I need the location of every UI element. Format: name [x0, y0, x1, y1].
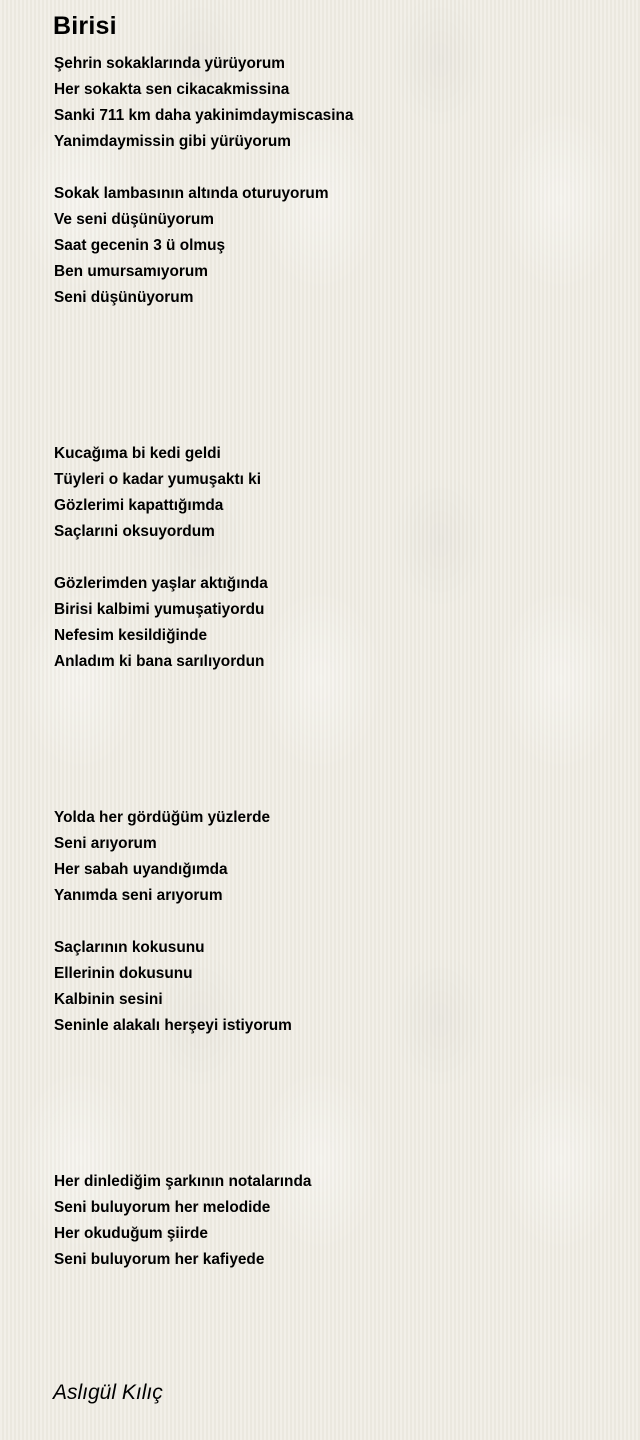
- poem-line: Kucağıma bi kedi geldi: [54, 445, 221, 462]
- section-spacer: [54, 311, 614, 441]
- poem-section: [54, 441, 614, 675]
- stanza-spacer: [54, 545, 614, 571]
- poem-line: Her okuduğum şiirde: [54, 1225, 208, 1242]
- poem-line: Seni arıyorum: [54, 835, 157, 852]
- poem-line: Her sokakta sen cikacakmissina: [54, 81, 290, 98]
- poem-line: Her sabah uyandığımda: [54, 861, 228, 878]
- poem-line: Birisi kalbimi yumuşatiyordu: [54, 601, 265, 618]
- poem-body: [54, 51, 614, 1273]
- poem-line: Saçlarıni oksuyordum: [54, 523, 215, 540]
- poem-line: Seninle alakalı herşeyi istiyorum: [54, 1017, 292, 1034]
- stanza-spacer: [54, 909, 614, 935]
- section-spacer: [54, 675, 614, 805]
- stanza: [54, 181, 614, 311]
- poem-line: Ellerinin dokusunu: [54, 965, 193, 982]
- poem-line: Ve seni düşünüyorum: [54, 211, 214, 228]
- poem-section: [54, 1169, 614, 1273]
- stanza-spacer: [54, 155, 614, 181]
- poem-title: Birisi: [53, 12, 117, 40]
- poem-line: Seni düşünüyorum: [54, 289, 194, 306]
- poem-line: Nefesim kesildiğinde: [54, 627, 208, 644]
- poem-line: Seni buluyorum her melodide: [54, 1199, 271, 1216]
- stanza: [54, 571, 614, 675]
- poem-line: Şehrin sokaklarında yürüyorum: [54, 55, 285, 72]
- poem-line: Tüyleri o kadar yumuşaktı ki: [54, 471, 261, 488]
- poem-line: Sanki 711 km daha yakinimdaymiscasina: [54, 107, 354, 124]
- poem-line: Saçlarının kokusunu: [54, 939, 205, 956]
- poem-line: Yolda her gördüğüm yüzlerde: [54, 809, 271, 826]
- poem-section: [54, 805, 614, 1039]
- poem-line: Gözlerimden yaşlar aktığında: [54, 575, 268, 592]
- poem-section: [54, 51, 614, 311]
- stanza: [54, 805, 614, 909]
- poem-line: Seni buluyorum her kafiyede: [54, 1251, 265, 1268]
- poem-line: Her dinlediğim şarkının notalarında: [54, 1173, 312, 1190]
- poem-line: Sokak lambasının altında oturuyorum: [54, 185, 329, 202]
- poem-line: Anladım ki bana sarılıyordun: [54, 653, 265, 670]
- stanza: [54, 935, 614, 1039]
- section-spacer: [54, 1039, 614, 1169]
- stanza: [54, 51, 614, 155]
- stanza: [54, 441, 614, 545]
- poem-line: Yanimdaymissin gibi yürüyorum: [54, 133, 291, 150]
- author-name: Aslıgül Kılıç: [53, 1381, 163, 1404]
- poem-line: Yanımda seni arıyorum: [54, 887, 223, 904]
- poem-line: Kalbinin sesini: [54, 991, 163, 1008]
- poem-line: Ben umursamıyorum: [54, 263, 208, 280]
- poem-line: Saat gecenin 3 ü olmuş: [54, 237, 226, 254]
- poem-line: Gözlerimi kapattığımda: [54, 497, 224, 514]
- stanza: [54, 1169, 614, 1273]
